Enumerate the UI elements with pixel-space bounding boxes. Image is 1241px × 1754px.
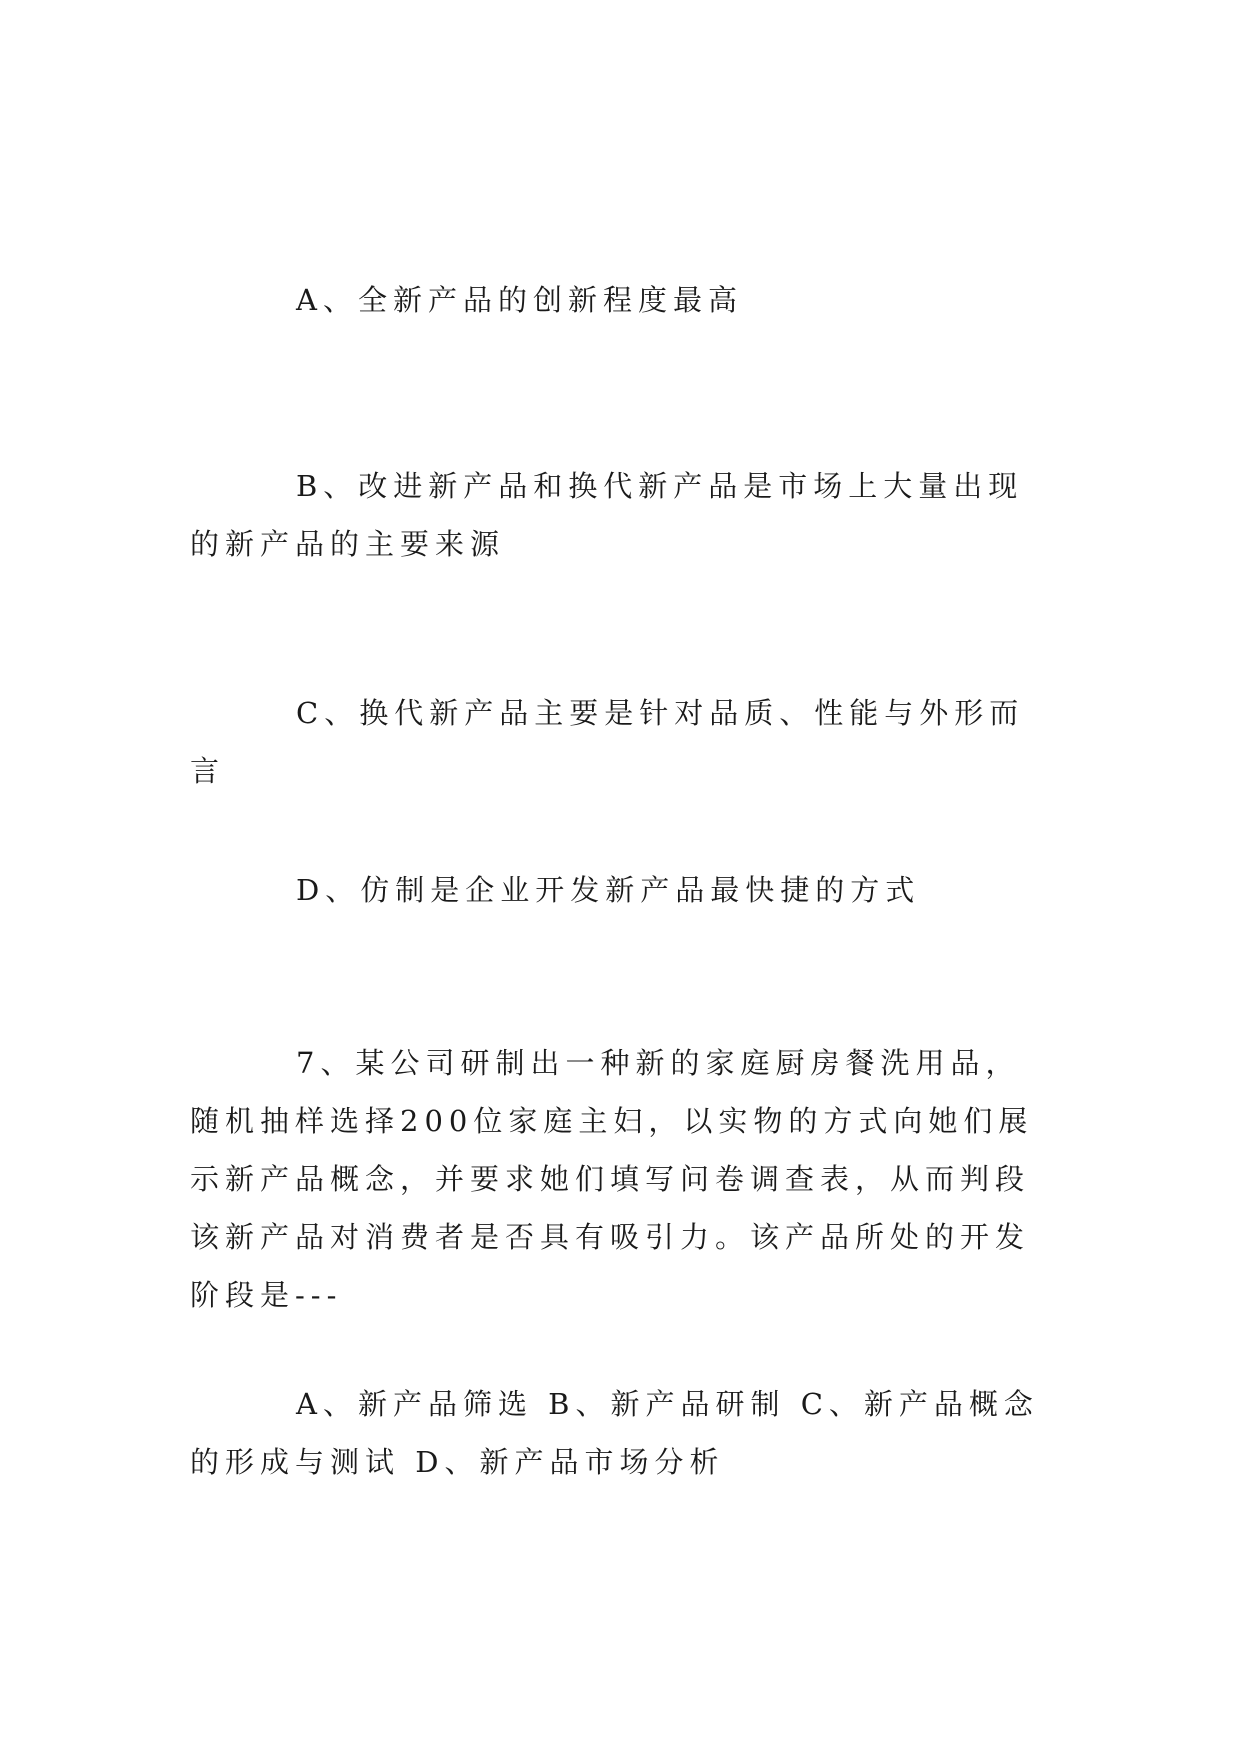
option-b-paragraph: B、改进新产品和换代新产品是市场上大量出现的新产品的主要来源 xyxy=(190,469,1024,561)
option-a-paragraph: A、全新产品的创新程度最高 xyxy=(296,283,743,317)
question-7-options-paragraph: A、新产品筛选 B、新产品研制 C、新产品概念的形成与测试 D、新产品市场分析 xyxy=(190,1387,1039,1479)
option-c-paragraph: C、换代新产品主要是针对品质、性能与外形而言 xyxy=(190,696,1025,788)
option-d-paragraph: D、仿制是企业开发新产品最快捷的方式 xyxy=(296,873,921,907)
question-7-paragraph: 7、某公司研制出一种新的家庭厨房餐洗用品，随机抽样选择200位家庭主妇，以实物的方式向她们展示新产品概念，并要求她们填写问卷调查表，从而判段该新产品对消费者是否具有吸引力。该产品所处的开发阶段是--- xyxy=(190,1046,1034,1312)
